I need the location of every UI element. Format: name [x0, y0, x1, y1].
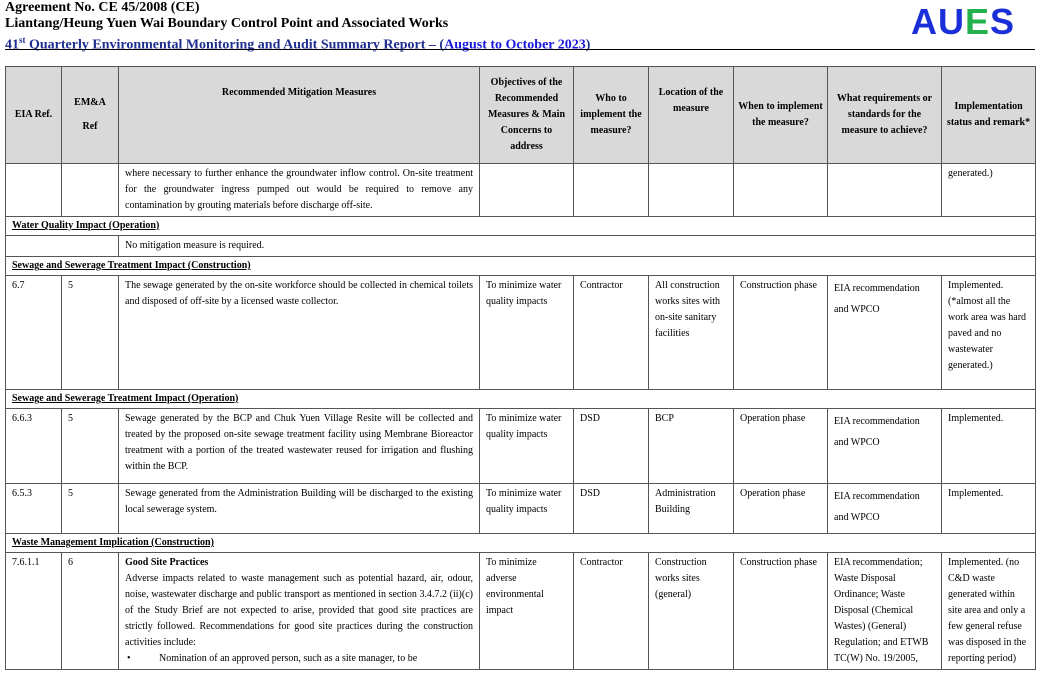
report-header: [5, 0, 1035, 53]
section-heading: Sewage and Sewerage Treatment Impact (Construction): [6, 257, 1036, 276]
location-cell: BCP: [649, 409, 734, 484]
project-title: Liantang/Heung Yuen Wai Boundary Control Point and Associated Works: [5, 16, 449, 31]
who-cell: DSD: [574, 484, 649, 534]
table-row: [6, 484, 1036, 534]
aues-logo: AUES: [910, 1, 1015, 42]
measure-cell: The sewage generated by the on-site workforce should be collected in chemical toilets and disposed of off-site by a licensed waste collector.: [119, 276, 480, 390]
section-heading: Waste Management Implication (Construction): [6, 534, 1036, 553]
who-cell: Contractor: [574, 276, 649, 390]
col-who: Who to implement the measure?: [574, 67, 649, 164]
objective-cell: To minimize water quality impacts: [480, 409, 574, 484]
requirement-cell: EIA recommendation and WPCO: [828, 276, 942, 390]
report-title: 41st Quarterly Environmental Monitoring and Audit Summary Report – (August to October 2023): [5, 35, 591, 53]
section-heading: Water Quality Impact (Operation): [6, 217, 1036, 236]
requirement-cell: EIA recommendation and WPCO: [828, 409, 942, 484]
when-cell: Operation phase: [734, 484, 828, 534]
status-cell: Implemented.: [942, 484, 1036, 534]
table-row: [6, 553, 1036, 670]
col-status: Implementation status and remark*: [942, 67, 1036, 164]
location-cell: Construction works sites (general): [649, 553, 734, 670]
measure-cell: Good Site Practices Adverse impacts related to waste management such as potential hazard, air, odour, noise, wastewater discharge and public transport as mentioned in section 3.4.7.2 (ii)(c) of the Study Brief are not expected to arise, provided that good site practices are strictly followed. Recommendations for good site practices during the construction activities include: • Nomination of an approved person, such as a site manager, to be: [119, 553, 480, 670]
col-ema-ref: EM&A Ref: [62, 67, 119, 164]
measure-cell: Sewage generated by the BCP and Chuk Yuen Village Resite will be collected and treated by the proposed on-site sewage treatment facility using Membrane Bioreactor treatment with a portion of the treated wastewater reused for irrigation and flushing within the BCP.: [119, 409, 480, 484]
when-cell: Construction phase: [734, 276, 828, 390]
eia-ref-cell: 6.6.3: [6, 409, 62, 484]
ema-ref-cell: 5: [62, 409, 119, 484]
col-requirements: What requirements or standards for the measure to achieve?: [828, 67, 942, 164]
mitigation-measures-table: [5, 66, 1036, 670]
col-when: When to implement the measure?: [734, 67, 828, 164]
header-divider: [5, 49, 1035, 50]
location-cell: Administration Building: [649, 484, 734, 534]
section-heading: Sewage and Sewerage Treatment Impact (Operation): [6, 390, 1036, 409]
when-cell: Operation phase: [734, 409, 828, 484]
status-cell: Implemented. (no C&D waste generated within site area and only a few general refuse was disposed in the reporting period): [942, 553, 1036, 670]
report-period: August to October 2023: [444, 37, 586, 53]
objective-cell: To minimize water quality impacts: [480, 484, 574, 534]
measure-cell: Sewage generated from the Administration Building will be discharged to the existing local sewerage system.: [119, 484, 480, 534]
who-cell: Contractor: [574, 553, 649, 670]
col-eia-ref: EIA Ref.: [6, 67, 62, 164]
eia-ref-cell: 6.5.3: [6, 484, 62, 534]
table-row: [6, 236, 1036, 257]
table-header-row: [6, 67, 1036, 164]
bullet-item: • Nomination of an approved person, such as a site manager, to be: [125, 651, 473, 667]
table-row: [6, 164, 1036, 217]
ema-ref-cell: 5: [62, 484, 119, 534]
ema-ref-cell: 6: [62, 553, 119, 670]
when-cell: Construction phase: [734, 553, 828, 670]
location-cell: All construction works sites with on-site sanitary facilities: [649, 276, 734, 390]
col-measures: Recommended Mitigation Measures: [119, 67, 480, 164]
requirement-cell: EIA recommendation; Waste Disposal Ordinance; Waste Disposal (Chemical Wastes) (General) Regulation; and ETWB TC(W) No. 19/2005,: [828, 553, 942, 670]
bullet-icon: •: [127, 653, 131, 664]
table-row: [6, 276, 1036, 390]
who-cell: DSD: [574, 409, 649, 484]
objective-cell: To minimize adverse environmental impact: [480, 553, 574, 670]
eia-ref-cell: 7.6.1.1: [6, 553, 62, 670]
status-cell: Implemented.: [942, 409, 1036, 484]
measure-cell: where necessary to further enhance the groundwater inflow control. On-site treatment for the groundwater ingress pumped out would be required to remove any contamination by grouting materials before discharge off-site.: [119, 164, 480, 217]
measure-title: Good Site Practices: [125, 557, 209, 568]
objective-cell: To minimize water quality impacts: [480, 276, 574, 390]
eia-ref-cell: 6.7: [6, 276, 62, 390]
col-objectives: Objectives of the Recommended Measures & Main Concerns to address: [480, 67, 574, 164]
table-row: [6, 409, 1036, 484]
col-location: Location of the measure: [649, 67, 734, 164]
measure-cell: No mitigation measure is required.: [119, 236, 1036, 257]
status-cell: generated.): [942, 164, 1036, 217]
ema-ref-cell: 5: [62, 276, 119, 390]
requirement-cell: EIA recommendation and WPCO: [828, 484, 942, 534]
status-cell: Implemented. (*almost all the work area was hard paved and no wastewater generated.): [942, 276, 1036, 390]
agreement-number: Agreement No. CE 45/2008 (CE): [5, 0, 200, 15]
